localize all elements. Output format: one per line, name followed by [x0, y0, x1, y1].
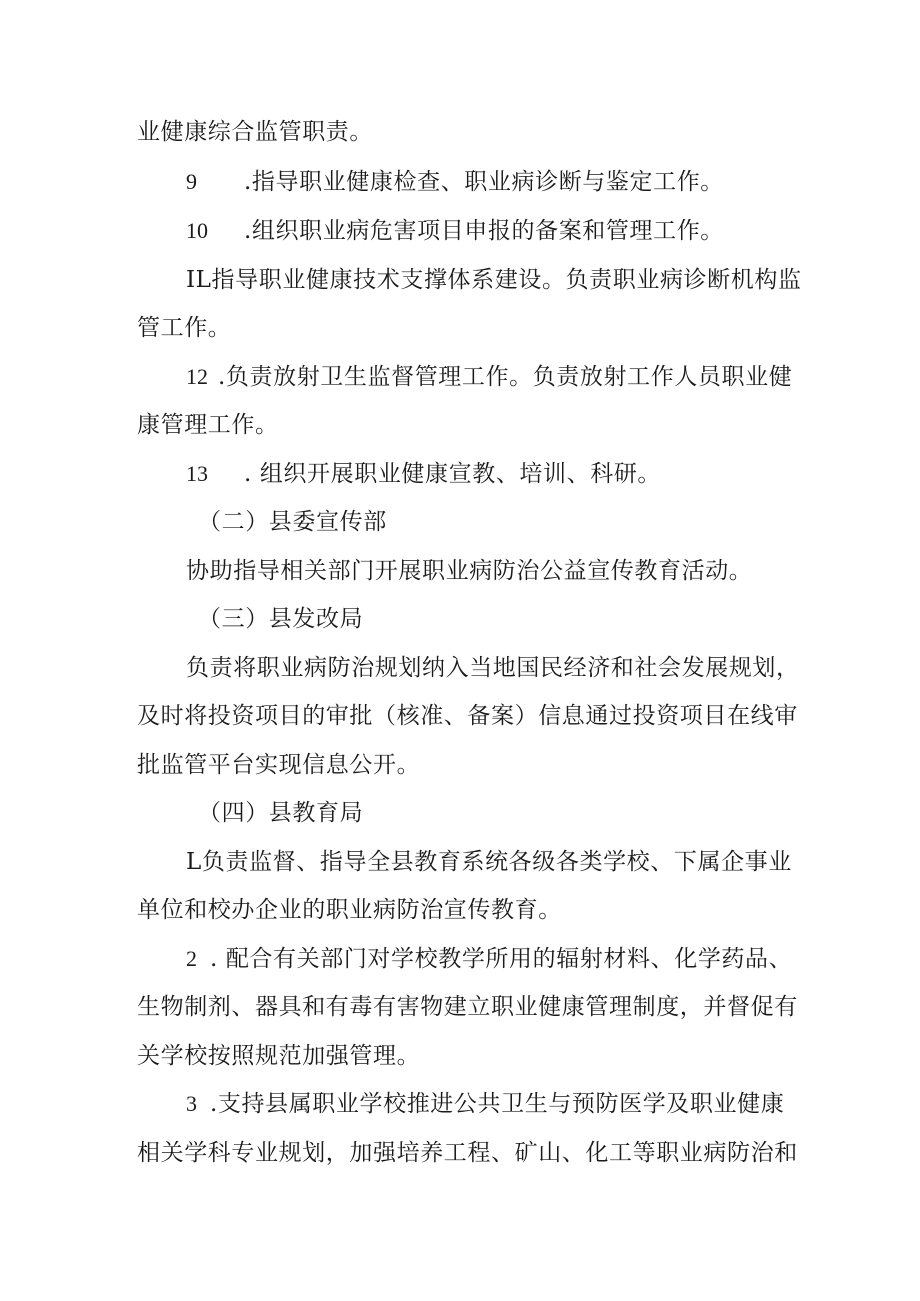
- item-number: 2: [186, 946, 197, 971]
- text-line: .支持县属职业学校推进公共卫生与预防医学及职业健康: [210, 1091, 785, 1117]
- text-line: IL指导职业健康技术支撑体系建设。负责职业病诊断机构监: [186, 267, 802, 293]
- text-line: 相关学科专业规划，加强培养工程、矿山、化工等职业病防治和: [137, 1140, 798, 1166]
- text-line: 及时将投资项目的审批（核准、备案）信息通过投资项目在线审: [137, 703, 798, 729]
- text-line: L负责监督、指导全县教育系统各级各类学校、下属企事业: [186, 849, 792, 875]
- text-line: . 组织开展职业健康宣教、培训、科研。: [244, 461, 662, 487]
- text-line: . 配合有关部门对学校教学所用的辐射材料、化学药品、: [210, 946, 793, 972]
- text-line: 生物制剂、器具和有毒有害物建立职业健康管理制度，并督促有: [137, 994, 798, 1020]
- text-line: 批监管平台实现信息公开。: [137, 752, 421, 778]
- text-line: 关学校按照规范加强管理。: [137, 1043, 421, 1069]
- text-line: 协助指导相关部门开展职业病防治公益宣传教育活动。: [186, 558, 753, 584]
- text-line: 管工作。: [137, 315, 232, 341]
- section-heading: （二）县委宣传部: [198, 509, 387, 535]
- item-number: 10: [186, 218, 208, 243]
- text-line: 负责将职业病防治规划纳入当地国民经济和社会发展规划，: [186, 655, 800, 681]
- text-line: 单位和校办企业的职业病防治宣传教育。: [137, 897, 562, 923]
- text-line: .负责放射卫生监督管理工作。负责放射工作人员职业健: [218, 364, 793, 390]
- text-line: .组织职业病危害项目申报的备案和管理工作。: [244, 218, 724, 244]
- text-line: 业健康综合监管职责。: [137, 119, 373, 145]
- text-line: 康管理工作。: [137, 412, 279, 438]
- section-heading: （四）县教育局: [198, 800, 364, 826]
- item-number: 9: [186, 169, 197, 194]
- item-number: 12: [186, 364, 208, 389]
- item-number: 3: [186, 1091, 197, 1116]
- text-line: .指导职业健康检查、职业病诊断与鉴定工作。: [244, 169, 724, 195]
- section-heading: （三）县发改局: [198, 606, 364, 632]
- item-number: 13: [186, 461, 208, 486]
